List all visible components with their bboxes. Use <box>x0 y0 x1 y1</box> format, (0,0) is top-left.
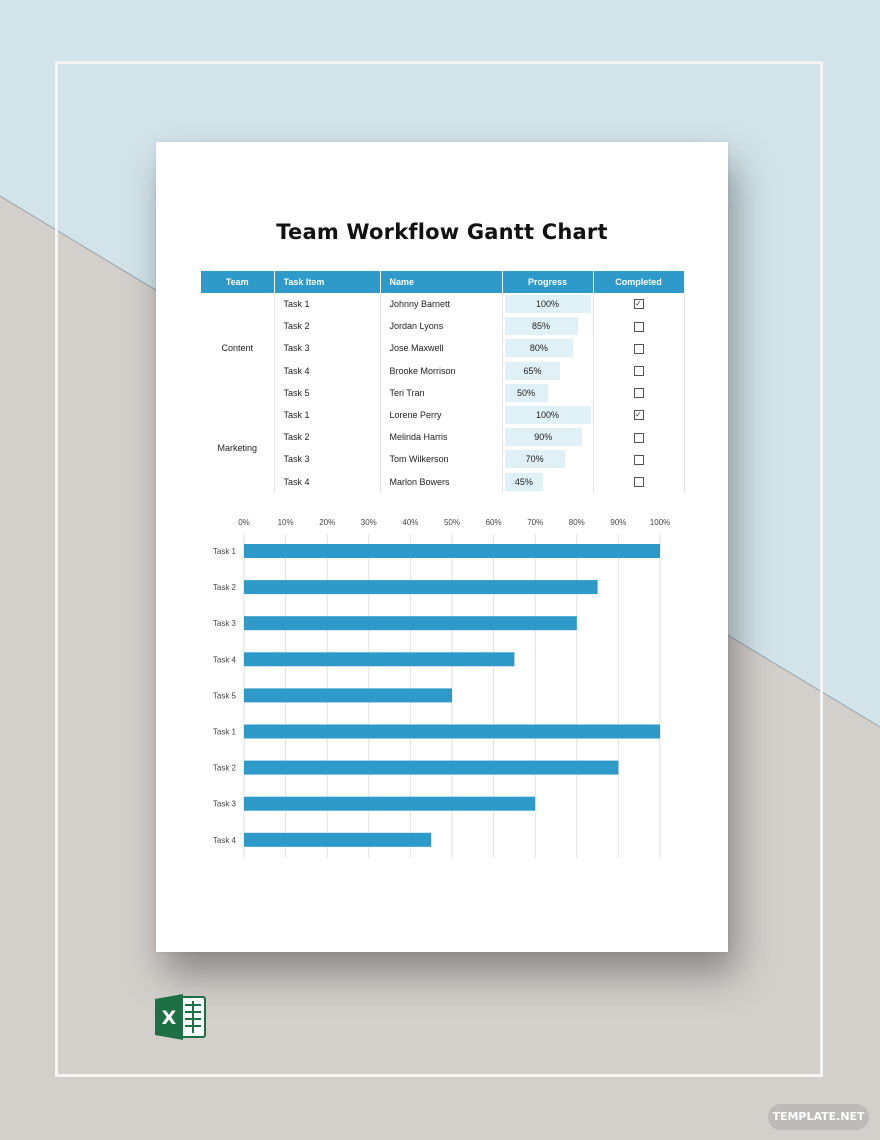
task-cell: Task 3 <box>274 337 380 359</box>
x-tick-label: 30% <box>360 518 377 527</box>
bar-8 <box>244 797 535 811</box>
task-cell: Task 2 <box>274 426 380 448</box>
name-cell: Marlon Bowers <box>380 471 502 493</box>
category-label: Task 3 <box>212 799 236 809</box>
name-cell: Jose Maxwell <box>380 337 502 359</box>
x-tick-label: 40% <box>402 518 419 527</box>
task-cell: Task 4 <box>274 471 380 493</box>
progress-bar: 90% <box>505 428 582 446</box>
header-team: Team <box>201 271 274 293</box>
name-cell: Lorene Perry <box>380 404 502 426</box>
progress-bar: 85% <box>505 317 578 335</box>
category-label: Task 2 <box>212 763 236 773</box>
name-cell: Teri Tran <box>380 382 502 404</box>
header-progress: Progress <box>502 271 593 293</box>
name-cell: Jordan Lyons <box>380 315 502 337</box>
header-name: Name <box>380 271 502 293</box>
progress-bar: 100% <box>505 406 591 424</box>
name-cell: Johnny Barnett <box>380 293 502 315</box>
task-cell: Task 1 <box>274 404 380 426</box>
category-label: Task 4 <box>212 835 236 845</box>
bar-9 <box>244 833 431 847</box>
gantt-bar-chart <box>156 142 728 952</box>
x-tick-label: 100% <box>649 518 671 527</box>
name-cell: Tom Wilkerson <box>380 448 502 470</box>
bar-2 <box>244 580 598 594</box>
task-cell: Task 2 <box>274 315 380 337</box>
x-tick-label: 10% <box>277 518 294 527</box>
header-completed: Completed <box>593 271 684 293</box>
bar-1 <box>244 544 660 558</box>
bar-7 <box>244 761 618 775</box>
category-label: Task 4 <box>212 655 236 665</box>
task-cell: Task 3 <box>274 448 380 470</box>
category-label: Task 2 <box>212 583 236 593</box>
x-tick-label: 0% <box>238 518 250 527</box>
team-cell-marketing: Marketing <box>201 404 274 493</box>
team-cell-content: Content <box>201 293 274 404</box>
bar-5 <box>244 688 452 702</box>
x-tick-label: 60% <box>485 518 502 527</box>
progress-bar: 80% <box>505 339 574 357</box>
task-cell: Task 4 <box>274 360 380 382</box>
excel-icon <box>155 993 207 1041</box>
watermark-badge[interactable]: TEMPLATE.NET <box>768 1104 869 1130</box>
x-tick-label: 80% <box>568 518 585 527</box>
page-title: Team Workflow Gantt Chart <box>276 220 608 244</box>
bar-3 <box>244 616 577 630</box>
progress-bar: 70% <box>505 450 565 468</box>
completed-checkbox[interactable]: ✓ <box>635 410 642 420</box>
header-task-item: Task Item <box>274 271 380 293</box>
bar-4 <box>244 652 514 666</box>
bar-6 <box>244 725 660 739</box>
progress-bar: 50% <box>505 384 548 402</box>
x-tick-label: 90% <box>610 518 627 527</box>
category-label: Task 1 <box>212 547 236 556</box>
name-cell: Brooke Morrison <box>380 360 502 382</box>
name-cell: Melinda Harris <box>380 426 502 448</box>
progress-bar: 100% <box>505 295 591 313</box>
x-tick-label: 70% <box>527 518 544 527</box>
category-label: Task 3 <box>212 619 236 629</box>
task-cell: Task 1 <box>274 293 380 315</box>
spreadsheet-page <box>156 142 728 952</box>
x-tick-label: 20% <box>319 518 336 527</box>
category-label: Task 1 <box>212 727 236 737</box>
excel-icon-letter: X <box>161 1007 177 1029</box>
category-label: Task 5 <box>212 691 236 701</box>
progress-bar: 65% <box>505 362 561 380</box>
x-tick-label: 50% <box>443 518 461 527</box>
completed-checkbox[interactable]: ✓ <box>635 299 642 309</box>
progress-bar: 45% <box>505 473 544 491</box>
task-cell: Task 5 <box>274 382 380 404</box>
